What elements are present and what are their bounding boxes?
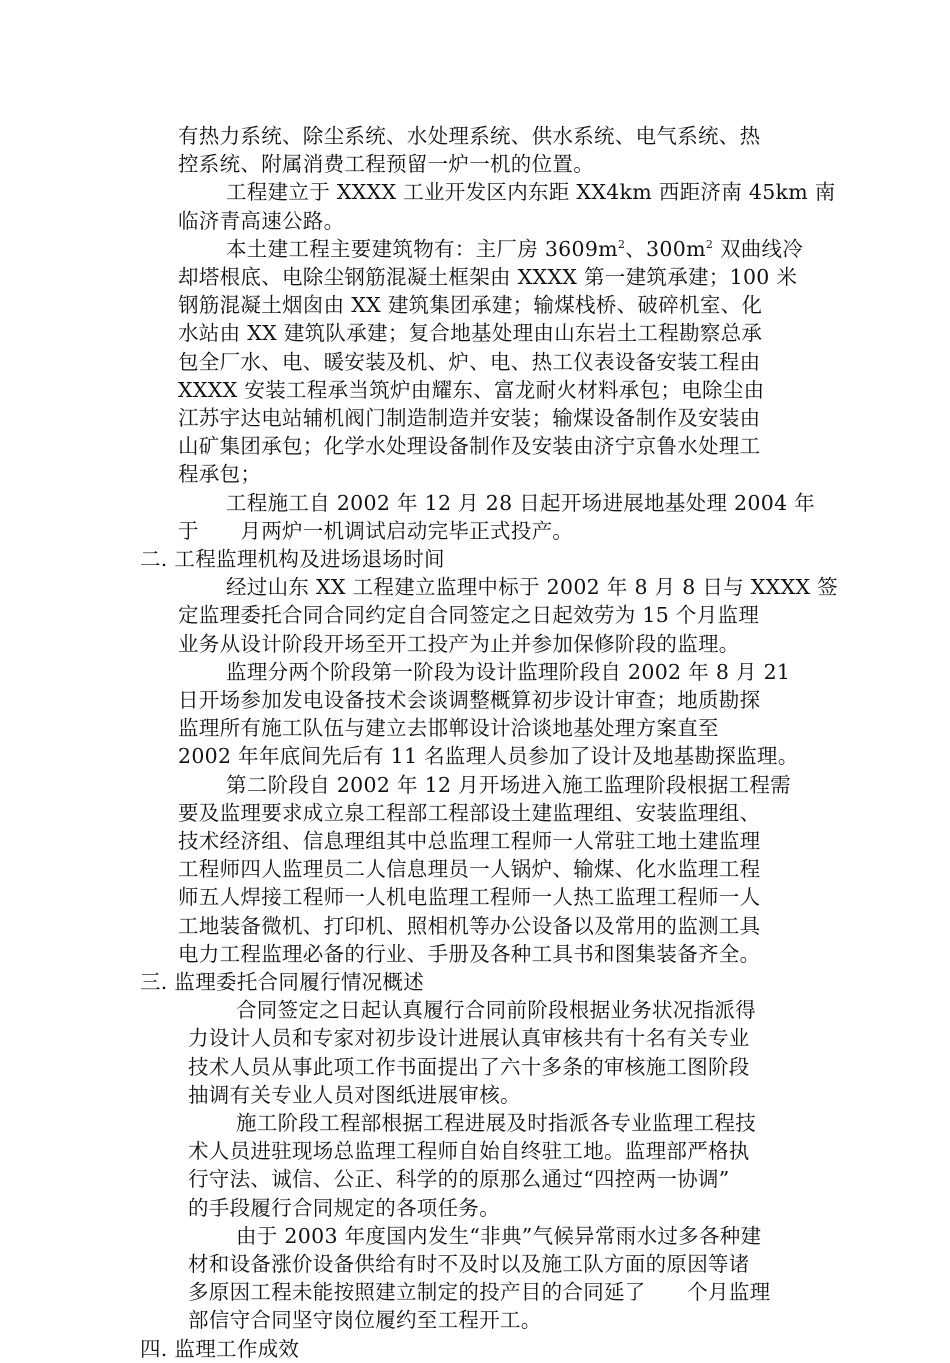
text-line: 材和设备涨价设备供给有时不及时以及施工队方面的原因等诸 [188, 1252, 750, 1276]
text-run: 双曲线冷 [713, 236, 804, 261]
text-line: 2002 年年底间先后有 11 名监理人员参加了设计及地基勘探监理。 [178, 744, 799, 769]
text-line: 合同签定之日起认真履行合同前阶段根据业务状况指派得 [236, 998, 756, 1023]
text-line: 临济青高速公路。 [178, 208, 345, 233]
text-line: 控系统、附属消费工程预留一炉一机的位置。 [178, 152, 594, 177]
text-line: 却塔根底、电除尘钢筋混凝土框架由 XXXX 第一建筑承建；100 米 [178, 265, 798, 289]
text-line: 钢筋混凝土烟囱由 XX 建筑集团承建；输煤栈桥、破碎机室、化 [178, 293, 763, 318]
text-line: 定监理委托合同合同约定自合同签定之日起效劳为 15 个月监理 [178, 603, 760, 628]
text-line: 师五人焊接工程师一人机电监理工程师一人热工监理工程师一人 [178, 885, 761, 910]
superscript: 2 [705, 237, 714, 251]
text-line: 有热力系统、除尘系统、水处理系统、供水系统、电气系统、热 [178, 124, 761, 148]
text-line: 山矿集团承包；化学水处理设备制作及安装由济宁京鲁水处理工 [178, 434, 761, 459]
text-line: 工程施工自 2002 年 12 月 28 日起开场进展地基处理 2004 年 [226, 490, 816, 515]
text-line: 业务从设计阶段开场至开工投产为止并参加保修阶段的监理。 [178, 631, 740, 656]
text-line: 行守法、诚信、公正、科学的的原那么通过“四控两一协调” [188, 1167, 730, 1192]
section-heading: 四. 监理工作成效 [140, 1336, 300, 1361]
text-line: 程承包； [178, 462, 262, 487]
text-line: 由于 2003 年度国内发生“非典”气候异常雨水过多各种建 [236, 1223, 762, 1248]
text-line: 要及监理要求成立泉工程部工程部设土建监理组、安装监理组、 [178, 800, 761, 825]
text-line [226, 235, 803, 263]
text-line: 电力工程监理必备的行业、手册及各种工具书和图集装备齐全。 [178, 941, 761, 966]
text-run: 、300m [625, 236, 706, 261]
text-line: 包全厂水、电、暖安装及机、炉、电、热工仪表设备安装工程由 [178, 349, 761, 374]
text-line: 技术人员从事此项工作书面提出了六十多条的审核施工图阶段 [188, 1054, 750, 1079]
text-line: XXXX 安装工程承当筑炉由耀东、富龙耐火材料承包；电除尘由 [178, 377, 765, 402]
text-line: 力设计人员和专家对初步设计进展认真审核共有十名有关专业 [188, 1026, 750, 1051]
text-run: 本土建工程主要建筑物有：主厂房 3609m [226, 236, 618, 261]
text-line: 施工阶段工程部根据工程进展及时指派各专业监理工程技 [236, 1111, 756, 1135]
text-line: 多原因工程未能按照建立制定的投产目的合同延了 个月监理 [188, 1280, 771, 1305]
section-heading: 三. 监理委托合同履行情况概述 [140, 970, 425, 994]
text-line: 的手段履行合同规定的各项任务。 [188, 1195, 500, 1220]
text-line: 监理分两个阶段第一阶段为设计监理阶段自 2002 年 8 月 21 [226, 659, 791, 684]
text-line: 第二阶段自 2002 年 12 月开场进入施工监理阶段根据工程需 [226, 772, 791, 797]
text-line: 工程师四人监理员二人信息理员一人锅炉、输煤、化水监理工程 [178, 857, 761, 882]
superscript: 2 [617, 237, 626, 251]
text-line: 江苏宇达电站辅机阀门制造制造并安装；输煤设备制作及安装由 [178, 406, 761, 430]
text-line: 术人员进驻现场总监理工程师自始自终驻工地。监理部严格执 [188, 1139, 750, 1164]
text-line: 监理所有施工队伍与建立去邯郸设计洽谈地基处理方案直至 [178, 716, 719, 741]
text-line: 抽调有关专业人员对图纸进展审核。 [188, 1082, 521, 1107]
text-line: 工地装备微机、打印机、照相机等办公设备以及常用的监测工具 [178, 913, 761, 938]
section-heading: 二. 工程监理机构及进场退场时间 [140, 547, 445, 571]
text-line: 日开场参加发电设备技术会谈调整概算初步设计审查；地质勘探 [178, 688, 761, 712]
text-line: 水站由 XX 建筑队承建；复合地基处理由山东岩土工程勘察总承 [178, 321, 763, 346]
text-line: 于 月两炉一机调试启动完毕正式投产。 [178, 518, 574, 543]
text-line: 经过山东 XX 工程建立监理中标于 2002 年 8 月 8 日与 XXXX 签 [226, 575, 838, 600]
text-line: 部信守合同坚守岗位履约至工程开工。 [188, 1308, 542, 1333]
text-line: 技术经济组、信息理组其中总监理工程师一人常驻工地土建监理 [178, 829, 761, 853]
text-line: 工程建立于 XXXX 工业开发区内东距 XX4km 西距济南 45km 南 [226, 180, 836, 205]
